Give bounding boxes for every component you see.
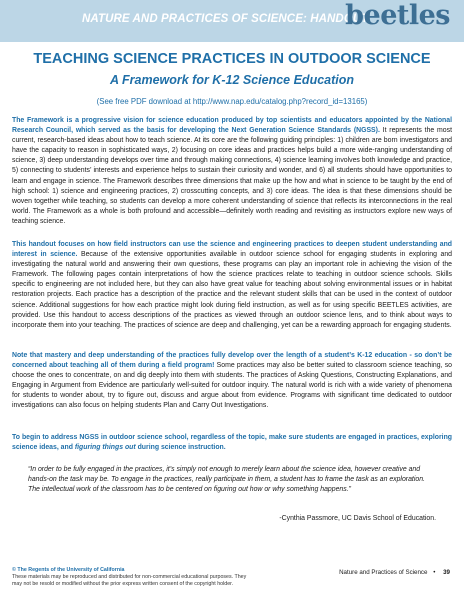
page-number: 39 xyxy=(443,569,450,576)
copyright-line: © The Regents of the University of California xyxy=(12,567,125,573)
beetles-logo: beetles xyxy=(345,0,450,31)
notice-line-2: may not be resold or modified without the prior express written consent of the copyright holder. xyxy=(12,581,234,587)
paragraph-lead: The Framework is a progressive vision for science education produced by top scientists and educators appointed by the National Research Council, which served as the basis for developing the Next Generation Science Standards (NGSS). xyxy=(12,117,452,135)
paragraph-lead-emphasis: figuring things out xyxy=(74,444,136,452)
paragraph-lead-end: during science instruction. xyxy=(135,444,226,452)
pdf-download-link[interactable]: (See free PDF download at http://www.nap.edu/catalog.php?record_id=13165) xyxy=(96,97,368,106)
handout-title: NATURE AND PRACTICES OF SCIENCE: HANDOUT xyxy=(82,13,369,25)
page-title: TEACHING SCIENCE PRACTICES IN OUTDOOR SCIENCE xyxy=(33,51,431,67)
quote-attribution: -Cynthia Passmore, UC Davis School of Education. xyxy=(279,515,436,522)
passmore-quote: “In order to be fully engaged in the practices, it’s simply not enough to merely learn about the science idea, however creative and hands-on the task may be. To engage in the practices, really participate in them, a student has to frame the task as an exploration. The intellectual work of the classroom has to be centered on figuring out how or why something happens.” xyxy=(28,466,425,494)
header-banner xyxy=(0,0,464,42)
footer-page-info xyxy=(339,569,450,576)
paragraph-lead: This handout focuses on how field instructors can use the science and engineering practices to deepen student understanding and interest in science. xyxy=(12,241,452,259)
page-subtitle: A Framework for K-12 Science Education xyxy=(109,73,355,87)
paragraph-framework xyxy=(12,116,452,227)
paragraph-ngss-begin xyxy=(12,433,452,453)
notice-line-1: These materials may be reproduced and distributed for non-commercial educational purposes. They xyxy=(12,574,247,580)
footer-copyright-block xyxy=(12,567,246,588)
paragraph-body: It represents the most current, research-based ideas about how to teach science. At its core are the following guiding principles: 1) children are born investigators and have the capacity to reason in sophisticated ways, 2) focusing on core ideas and practices helps build a more wide-ranging understanding of science, 3) deep understanding develops over time and through making connections, 4) science learning involves both knowledge and practice, 5) connecting to students’ interests and experience helps to sustain their curiosity and wonder, and 6) all students should have opportunities to learn and engage in science. The Framework describes three dimensions that make up the how and what in science to be taught by the end of high school: 1) science and engineering practices, 2) crosscutting concepts, and 3) core ideas. The idea is that these dimensions should be woven together while teaching, so students can develop a more coherent understanding of science that reflects its interconnections in the real world. The Framework as a whole is both profound and accessible—definitely worth reading and revisiting as instructors explore new ways of teaching science. xyxy=(12,127,452,225)
paragraph-body: Some practices may also be better suited to classroom science teaching, so choose the ones to concentrate, on and dig deeply into them with students. The practices of Asking Questions, Constructing Explanations, and Engaging in Argument from Evidence are particularly well-suited for outdoor inquiry. The natural world is rich with a wide variety of phenomena for students to wonder about, try to figure out, discuss and argue about from evidence. Programs with significant time dedicated to outdoor investigations can also focus on helping students Plan and Carry Out Investigations. xyxy=(12,362,452,410)
paragraph-lead: Note that mastery and deep understanding of the practices fully develop over the length of a student’s K-12 education - so don’t be concerned about teaching all of them during a field program! xyxy=(12,352,452,370)
footer-separator: • xyxy=(433,569,436,576)
paragraph-body: Because of the extensive opportunities available in outdoor science school for engaging students in exploring and investigating the natural world and answering their own questions, these programs can play an important role in achieving the vision of the Framework. The following pages contain interpretations of how the science practices relate to teaching in outdoor science schools. Skills specific to engineering are not included here, but they can also have great value for teaching about solving environmental issues or in habitat restoration projects. Each practice has a description of the practice and the relevant student skills that can be used in the context of outdoor science. Additional suggestions for how each practice might look during field instruction, as well as for using specific BEETLES activities, are provided. Use this handout to access descriptions of the practices as viewed through an outdoor science lens, and to think about ways to incorporate them into your teaching. The practices of science are deep and challenging, yet can be a rewarding approach for engaging students. xyxy=(12,251,452,329)
series-name: Nature and Practices of Science xyxy=(339,569,428,576)
paragraph-mastery-note xyxy=(12,351,452,412)
paragraph-lead: To begin to address NGSS in outdoor science school, regardless of the topic, make sure students are engaged in practices, exploring science ideas, and xyxy=(12,434,452,452)
paragraph-handout-focus xyxy=(12,240,452,331)
